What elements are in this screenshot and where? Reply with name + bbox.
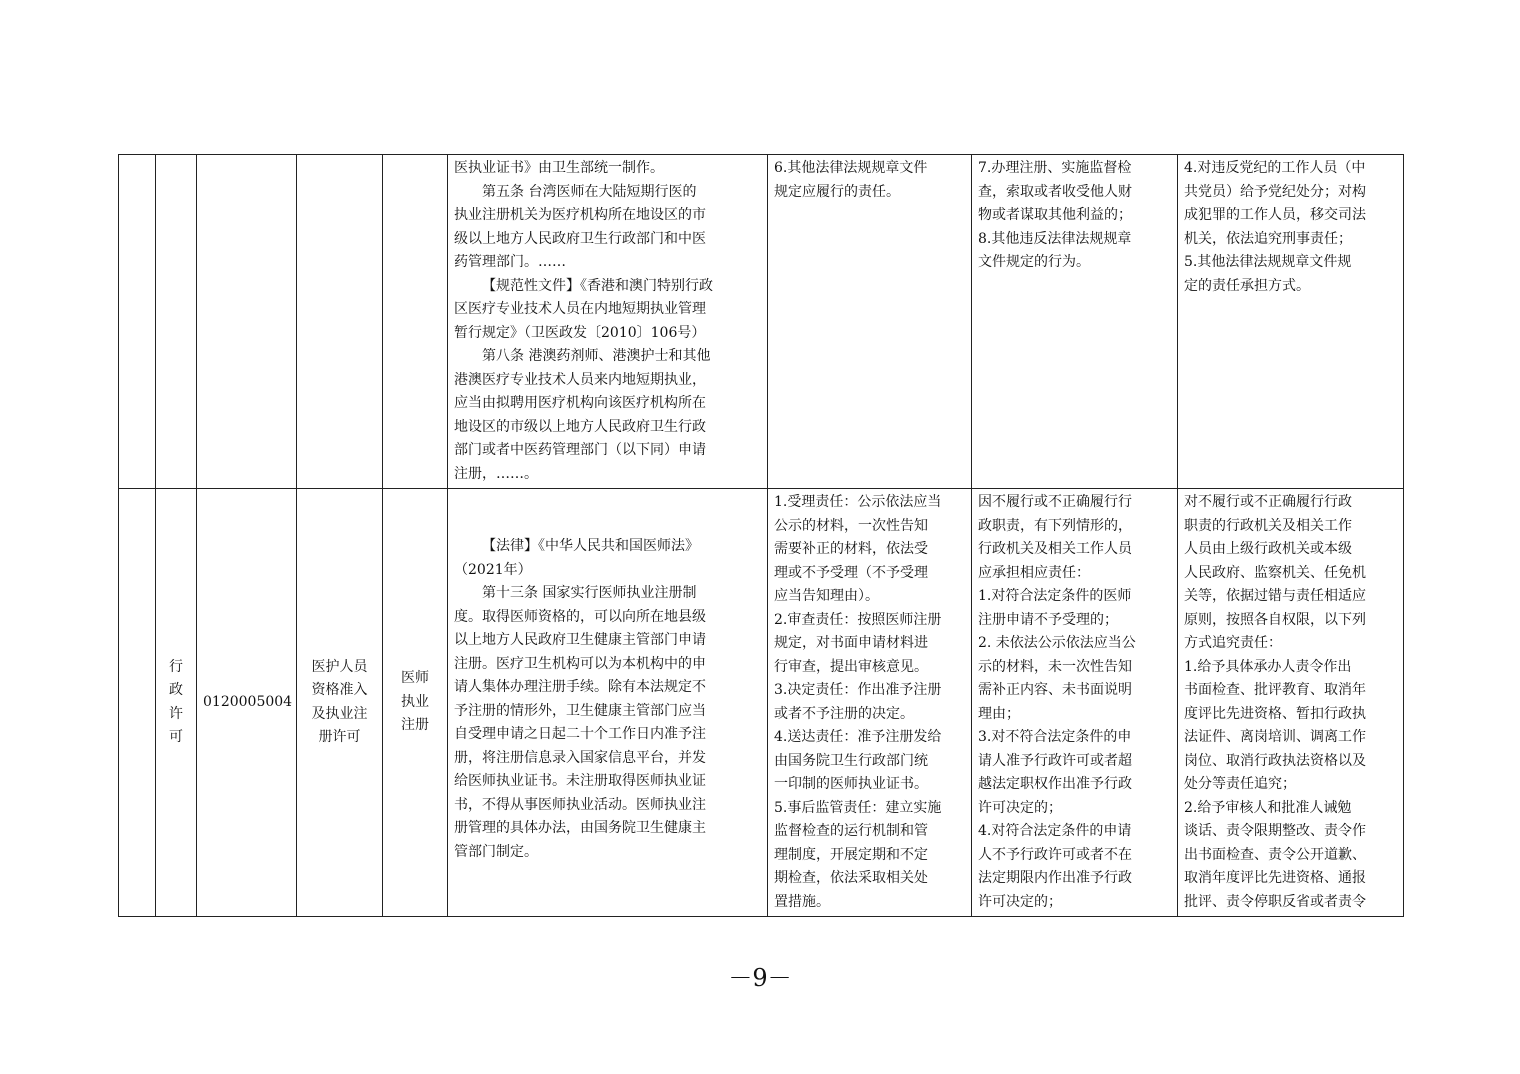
- page-number: －9－: [728, 964, 792, 992]
- table-row-continuation: [119, 155, 1404, 489]
- law-line: 管部门制定。: [454, 843, 538, 860]
- duty-line: 6.其他法律法规规章文件: [774, 160, 928, 176]
- circumstance-line: 8.其他违反法律法规规章: [978, 230, 1132, 247]
- cell-circumstances: [972, 489, 1178, 917]
- circumstance-line: 4.对符合法定条件的申请: [978, 823, 1132, 839]
- liability-line: 岗位、取消行政执法资格以及: [1184, 752, 1366, 769]
- sub-item-line: 执业: [401, 693, 429, 710]
- cell-empty-category: [156, 155, 197, 489]
- circumstance-line: 政职责，有下列情形的，: [978, 517, 1132, 534]
- law-line: 第五条 台湾医师在大陆短期行医的: [482, 183, 697, 200]
- circumstance-line: 行政机关及相关工作人员: [978, 541, 1132, 557]
- law-line: 暂行规定》（卫医政发〔2010〕106号）: [454, 324, 706, 341]
- liability-line: 5.其他法律法规规章文件规: [1184, 254, 1352, 270]
- category-char: 政: [169, 682, 183, 698]
- law-line: 部门或者中医药管理部门（以下同）申请: [454, 442, 706, 458]
- cell-empty-sub-item: [383, 155, 448, 489]
- law-line: 地设区的市级以上地方人民政府卫生行政: [454, 418, 706, 435]
- category-char: 行: [169, 658, 183, 675]
- duty-line: 规定，对书面申请材料进: [774, 635, 928, 651]
- circumstance-line: 人不予行政许可或者不在: [978, 846, 1132, 863]
- law-line: 【法律】《中华人民共和国医师法》: [482, 538, 699, 554]
- law-line: 执业注册机关为医疗机构所在地设区的市: [454, 207, 706, 223]
- duty-line: 公示的材料，一次性告知: [774, 517, 928, 534]
- liability-line: 人员由上级行政机关或本级: [1184, 541, 1352, 557]
- duty-line: 一印制的医师执业证书。: [774, 776, 928, 792]
- duty-line: 2.审查责任：按照医师注册: [774, 611, 942, 628]
- law-line: 度。取得医师资格的，可以向所在地县级: [454, 608, 706, 625]
- item-name-line: 医护人员: [311, 658, 368, 675]
- circumstance-line: 3.对不符合法定条件的申: [978, 729, 1132, 745]
- duty-line: 3.决定责任：作出准予注册: [774, 682, 942, 698]
- liability-line: 批评、责令停职反省或者责令: [1184, 893, 1366, 910]
- duty-line: 规定应履行的责任。: [774, 183, 900, 200]
- circumstance-line: 物或者谋取其他利益的；: [978, 207, 1132, 223]
- law-line: 应当由拟聘用医疗机构向该医疗机构所在: [454, 395, 706, 411]
- law-line: （2021年）: [454, 561, 532, 578]
- liability-line: 原则，按照各自权限，以下列: [1184, 611, 1366, 628]
- circumstance-line: 需补正内容、未书面说明: [978, 682, 1132, 698]
- circumstance-line: 文件规定的行为。: [978, 254, 1090, 270]
- law-line: 册管理的具体办法，由国务院卫生健康主: [454, 820, 706, 836]
- cell-item-name: [297, 489, 383, 917]
- liability-line: 2.给予审核人和批准人诫勉: [1184, 799, 1352, 816]
- cell-duty: [768, 155, 972, 489]
- item-name-line: 册许可: [318, 729, 361, 745]
- liability-line: 1.给予具体承办人责令作出: [1184, 658, 1352, 675]
- circumstance-line: 应承担相应责任：: [978, 564, 1090, 581]
- law-line: 区医疗专业技术人员在内地短期执业管理: [454, 301, 706, 317]
- law-line: 册，将注册信息录入国家信息平台，并发: [454, 749, 706, 766]
- circumstance-line: 许可决定的；: [978, 893, 1062, 910]
- law-line: 第十三条 国家实行医师执业注册制: [482, 585, 697, 601]
- cell-liability: [1178, 155, 1404, 489]
- duty-line: 由国务院卫生行政部门统: [774, 752, 928, 769]
- item-name-line: 资格准入: [311, 682, 368, 698]
- duty-line: 理制度，开展定期和不定: [774, 846, 928, 863]
- circumstance-line: 2. 未依法公示依法应当公: [978, 635, 1136, 651]
- duty-line: 1.受理责任：公示依法应当: [774, 494, 942, 510]
- authority-table: [118, 154, 1404, 917]
- law-line: 书，不得从事医师执业活动。医师执业注: [454, 796, 706, 813]
- law-line: 医执业证书》由卫生部统一制作。: [454, 160, 664, 176]
- liability-line: 成犯罪的工作人员，移交司法: [1184, 207, 1366, 223]
- item-name-line: 及执业注: [311, 705, 368, 722]
- circumstance-line: 查，索取或者收受他人财: [978, 183, 1132, 200]
- circumstance-line: 理由；: [978, 705, 1020, 722]
- duty-line: 期检查，依法采取相关处: [774, 870, 928, 886]
- law-line: 注册，……。: [454, 465, 538, 482]
- law-line: 以上地方人民政府卫生健康主管部门申请: [454, 632, 706, 648]
- liability-line: 机关，依法追究刑事责任；: [1184, 230, 1352, 247]
- cell-duty: [768, 489, 972, 917]
- cell-empty-item-name: [297, 155, 383, 489]
- liability-line: 度评比先进资格、暂扣行政执: [1184, 705, 1366, 722]
- law-line: 注册。医疗卫生机构可以为本机构中的申: [454, 655, 706, 672]
- circumstance-line: 示的材料，未一次性告知: [978, 658, 1132, 675]
- duty-line: 或者不予注册的决定。: [774, 705, 914, 722]
- circumstance-line: 因不履行或不正确履行行: [978, 494, 1132, 510]
- liability-line: 对不履行或不正确履行行政: [1184, 494, 1352, 510]
- sub-item-line: 注册: [401, 717, 429, 734]
- duty-line: 4.送达责任：准予注册发给: [774, 729, 942, 745]
- duty-line: 5.事后监管责任：建立实施: [774, 799, 942, 816]
- circumstance-line: 1.对符合法定条件的医师: [978, 588, 1132, 604]
- duty-line: 应当告知理由）。: [774, 588, 879, 604]
- liability-line: 出书面检查、责令公开道歉、: [1184, 846, 1366, 863]
- circumstance-line: 7.办理注册、实施监督检: [978, 160, 1132, 176]
- circumstance-line: 注册申请不予受理的；: [978, 611, 1118, 628]
- cell-empty-index: [119, 489, 156, 917]
- duty-line: 需要补正的材料，依法受: [774, 541, 928, 557]
- liability-line: 关等，依据过错与责任相适应: [1184, 588, 1366, 604]
- table-row-physician-registration: [119, 489, 1404, 917]
- cell-legal-basis: [448, 155, 768, 489]
- liability-line: 法证件、离岗培训、调离工作: [1184, 729, 1366, 745]
- law-line: 【规范性文件】《香港和澳门特别行政: [482, 277, 713, 294]
- liability-line: 取消年度评比先进资格、通报: [1184, 870, 1366, 886]
- cell-circumstances: [972, 155, 1178, 489]
- duty-line: 监督检查的运行机制和管: [774, 823, 928, 839]
- liability-line: 职责的行政机关及相关工作: [1184, 517, 1352, 534]
- duty-line: 置措施。: [774, 893, 830, 910]
- liability-line: 处分等责任追究；: [1184, 776, 1296, 792]
- sub-item-line: 医师: [401, 670, 429, 687]
- liability-line: 方式追究责任：: [1184, 635, 1282, 651]
- law-line: 自受理申请之日起二十个工作日内准予注: [454, 726, 706, 742]
- law-line: 级以上地方人民政府卫生行政部门和中医: [454, 230, 706, 247]
- category-char: 可: [169, 729, 183, 745]
- cell-liability: [1178, 489, 1404, 917]
- cell-item-code: [197, 489, 297, 917]
- law-line: 药管理部门。……: [454, 254, 566, 270]
- liability-line: 共党员）给予党纪处分；对构: [1184, 183, 1366, 200]
- circumstance-line: 许可决定的；: [978, 799, 1062, 816]
- category-char: 许: [169, 705, 183, 722]
- law-line: 予注册的情形外，卫生健康主管部门应当: [454, 702, 706, 719]
- cell-sub-item: [383, 489, 448, 917]
- law-line: 给医师执业证书。未注册取得医师执业证: [454, 773, 706, 789]
- duty-line: 理或不予受理（不予受理: [774, 564, 928, 581]
- liability-line: 谈话、责令限期整改、责令作: [1184, 823, 1366, 839]
- circumstance-line: 请人准予行政许可或者超: [978, 752, 1132, 769]
- law-line: 第八条 港澳药剂师、港澳护士和其他: [482, 348, 711, 364]
- cell-empty-index: [119, 155, 156, 489]
- cell-category: [156, 489, 197, 917]
- liability-line: 书面检查、批评教育、取消年: [1184, 682, 1366, 698]
- liability-line: 4.对违反党纪的工作人员（中: [1184, 160, 1366, 176]
- liability-line: 定的责任承担方式。: [1184, 277, 1310, 294]
- law-line: 港澳医疗专业技术人员来内地短期执业，: [454, 371, 706, 388]
- cell-legal-basis: [448, 489, 768, 917]
- law-line: 请人集体办理注册手续。除有本法规定不: [454, 679, 706, 695]
- cell-empty-code: [197, 155, 297, 489]
- circumstance-line: 越法定职权作出准予行政: [978, 776, 1132, 792]
- duty-line: 行审查，提出审核意见。: [774, 658, 928, 675]
- item-code: 0120005004: [203, 693, 293, 710]
- circumstance-line: 法定期限内作出准予行政: [978, 870, 1132, 886]
- liability-line: 人民政府、监察机关、任免机: [1184, 564, 1366, 581]
